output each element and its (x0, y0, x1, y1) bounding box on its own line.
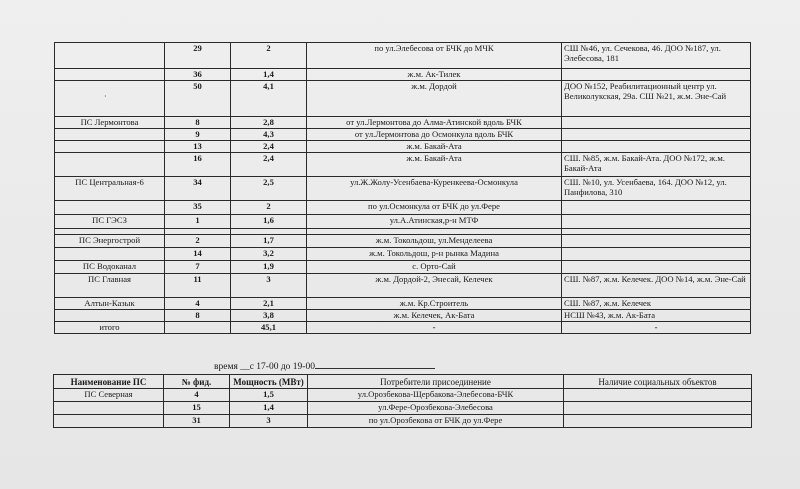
ps-cell (54, 402, 164, 415)
social-cell: СШ. №85, ж.м. Бакай-Ата. ДОО №172, ж.м. Бакай-Ата (562, 153, 751, 177)
col-header-ps: Наименование ПС (54, 375, 164, 389)
power-cell: 2,1 (231, 298, 307, 310)
social-cell (564, 402, 752, 415)
social-cell: ДОО №152, Реабилитационный центр ул. Великолукская, 29а. СШ №21, ж.м. Эне-Сай (562, 81, 751, 117)
total-label: итого (55, 322, 165, 334)
power-cell: 2,4 (231, 141, 307, 153)
feeders-table-lower-body (54, 389, 752, 428)
ps-cell (55, 81, 165, 117)
social-cell (562, 201, 751, 215)
table-row (55, 310, 751, 322)
total-row (55, 322, 751, 334)
feeder-cell: 1 (165, 215, 231, 229)
ps-cell: ПС Лермонтова (55, 117, 165, 129)
table-row (54, 415, 752, 428)
ps-cell (55, 201, 165, 215)
power-cell: 1,5 (230, 389, 308, 402)
social-cell (562, 141, 751, 153)
power-cell: 3,2 (231, 248, 307, 261)
feeder-cell: 35 (165, 201, 231, 215)
table-row (54, 389, 752, 402)
social-cell: СШ. №87, ж.м. Келечек. ДОО №14, ж.м. Эне-Сай (562, 274, 751, 298)
power-cell: 1,9 (231, 261, 307, 274)
consumers-cell: ул.А.Атинская,р-н МТФ (307, 215, 562, 229)
feeders-table-lower-header (54, 375, 752, 389)
ps-cell: ПС Энергострой (55, 235, 165, 248)
social-cell (564, 415, 752, 428)
header-row (54, 375, 752, 389)
total-consumers-dash: - (307, 322, 562, 334)
feeder-cell: 8 (165, 310, 231, 322)
feeder-cell: 16 (165, 153, 231, 177)
table-row (55, 235, 751, 248)
social-cell (564, 389, 752, 402)
feeder-cell: 9 (165, 129, 231, 141)
table-row (55, 43, 751, 69)
consumers-cell: с. Орто-Сай (307, 261, 562, 274)
scan-speck: · (104, 92, 107, 101)
total-feeder-cell (165, 322, 231, 334)
power-cell: 1,4 (230, 402, 308, 415)
power-cell: 2 (231, 43, 307, 69)
social-cell: НСШ №43, ж.м. Ак-Бата (562, 310, 751, 322)
feeders-table-upper-body (55, 43, 751, 334)
ps-cell (55, 153, 165, 177)
feeder-cell: 7 (165, 261, 231, 274)
ps-cell: ПС ГЭСЗ (55, 215, 165, 229)
power-cell: 1,7 (231, 235, 307, 248)
consumers-cell: от ул.Лермонтова до Осмонкула вдоль БЧК (307, 129, 562, 141)
total-social-dash: - (562, 322, 751, 334)
ps-cell: ПС Водоканал (55, 261, 165, 274)
consumers-cell: ж.м. Келечек, Ак-Бата (307, 310, 562, 322)
feeder-cell: 36 (165, 69, 231, 81)
ps-cell (55, 248, 165, 261)
caption-underline (315, 360, 435, 369)
ps-cell (54, 415, 164, 428)
feeder-cell: 34 (165, 177, 231, 201)
table-row (54, 402, 752, 415)
consumers-cell: по ул.Элебесова от БЧК до МЧК (307, 43, 562, 69)
feeder-cell: 14 (165, 248, 231, 261)
consumers-cell: ж.м. Бакай-Ата (307, 141, 562, 153)
social-cell: СШ. №87, ж.м. Келечек (562, 298, 751, 310)
table-row (55, 141, 751, 153)
consumers-cell: ж.м. Токольдош, р-н рынка Мадина (307, 248, 562, 261)
total-power: 45,1 (231, 322, 307, 334)
ps-cell (55, 129, 165, 141)
power-cell: 2 (231, 201, 307, 215)
power-cell: 1,6 (231, 215, 307, 229)
social-cell (562, 235, 751, 248)
feeder-cell: 29 (165, 43, 231, 69)
power-cell: 3 (230, 415, 308, 428)
social-cell (562, 261, 751, 274)
table-row (55, 117, 751, 129)
ps-cell: ПС Центральная-6 (55, 177, 165, 201)
feeders-table-lower (53, 374, 752, 428)
power-cell: 2,4 (231, 153, 307, 177)
power-cell: 4,1 (231, 81, 307, 117)
consumers-cell: ул.Орозбекова-Щербакова-Элебесова-БЧК (308, 389, 564, 402)
col-header-feeder: № фид. (164, 375, 230, 389)
col-header-consumers: Потребители присоединение (308, 375, 564, 389)
consumers-cell: по ул.Орозбекова от БЧК до ул.Фере (308, 415, 564, 428)
ps-cell (55, 310, 165, 322)
table-row (55, 215, 751, 229)
social-cell (562, 215, 751, 229)
feeder-cell: 4 (164, 389, 230, 402)
table-row (55, 298, 751, 310)
feeder-cell: 2 (165, 235, 231, 248)
social-cell (562, 69, 751, 81)
consumers-cell: ж.м. Дордой-2, Энесай, Келечек (307, 274, 562, 298)
consumers-cell: ж.м. Токольдош, ул.Менделеева (307, 235, 562, 248)
power-cell: 2,8 (231, 117, 307, 129)
feeders-table-upper (54, 42, 751, 334)
social-cell: СШ №46, ул. Сечекова, 46. ДОО №187, ул. Элебесова, 181 (562, 43, 751, 69)
time-caption-text: время __с 17-00 до 19-00 (214, 362, 315, 372)
social-cell: СШ. №10, ул. Усенбаева, 164. ДОО №12, ул. Панфилова, 310 (562, 177, 751, 201)
table-row (55, 81, 751, 117)
ps-cell: Алтын-Казык (55, 298, 165, 310)
col-header-power: Мощность (МВт) (230, 375, 308, 389)
power-cell: 2,5 (231, 177, 307, 201)
feeder-cell: 31 (164, 415, 230, 428)
ps-cell: ПС Северная (54, 389, 164, 402)
ps-cell (55, 141, 165, 153)
feeder-cell: 50 (165, 81, 231, 117)
consumers-cell: по ул.Осмонкула от БЧК до ул.Фере (307, 201, 562, 215)
power-cell: 3 (231, 274, 307, 298)
ps-cell: ПС Главная (55, 274, 165, 298)
feeder-cell: 13 (165, 141, 231, 153)
consumers-cell: от ул.Лермонтова до Алма-Атинской вдоль БЧК (307, 117, 562, 129)
table-row (55, 201, 751, 215)
feeder-cell: 11 (165, 274, 231, 298)
power-cell: 4,3 (231, 129, 307, 141)
col-header-social: Наличие социальных объектов (564, 375, 752, 389)
consumers-cell: ж.м. Кр.Строитель (307, 298, 562, 310)
table-row (55, 69, 751, 81)
time-caption (214, 360, 435, 372)
social-cell (562, 129, 751, 141)
ps-cell (55, 43, 165, 69)
power-cell: 3,8 (231, 310, 307, 322)
social-cell (562, 117, 751, 129)
consumers-cell: ж.м. Ак-Тилек (307, 69, 562, 81)
table-row (55, 177, 751, 201)
table-row (55, 129, 751, 141)
feeder-cell: 4 (165, 298, 231, 310)
feeder-cell: 8 (165, 117, 231, 129)
table-row (55, 261, 751, 274)
consumers-cell: ж.м. Дордой (307, 81, 562, 117)
consumers-cell: ул.Фере-Орозбекова-Элебесова (308, 402, 564, 415)
consumers-cell: ж.м. Бакай-Ата (307, 153, 562, 177)
table-row (55, 153, 751, 177)
power-cell: 1,4 (231, 69, 307, 81)
ps-cell (55, 69, 165, 81)
table-row (55, 274, 751, 298)
table-row (55, 248, 751, 261)
social-cell (562, 248, 751, 261)
consumers-cell: ул.Ж.Жолу-Усенбаева-Куренкеева-Осмонкула (307, 177, 562, 201)
feeder-cell: 15 (164, 402, 230, 415)
